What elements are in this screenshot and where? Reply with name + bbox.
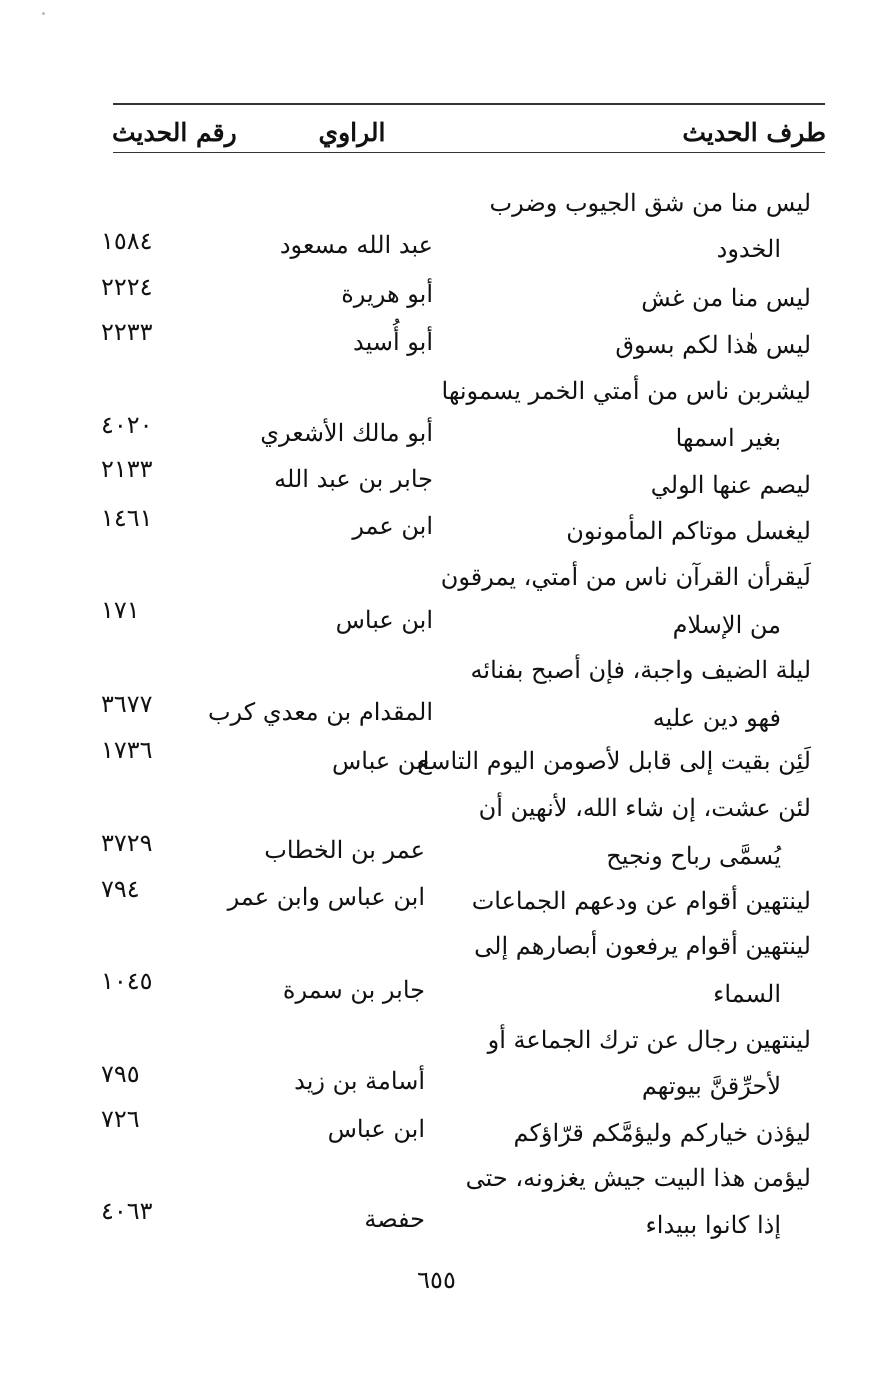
header-bottom-rule [113, 152, 825, 153]
hadith-text: لئن عشت، إن شاء الله، لأنهين أن [478, 794, 811, 822]
narrator: عبد الله مسعود [279, 231, 433, 259]
hadith-text: ليس منا من غش [641, 284, 811, 312]
hadith-text-cont: يُسمَّى رباح ونجيح [606, 842, 781, 870]
narrator: المقدام بن معدي كرب [207, 698, 433, 726]
narrator: أسامة بن زيد [294, 1067, 425, 1095]
hadith-text-cont: من الإسلام [672, 611, 781, 639]
narrator: ابن عباس وابن عمر [227, 883, 425, 911]
hadith-text: ليؤمن هذا البيت جيش يغزونه، حتى [465, 1164, 811, 1192]
hadith-text-cont: فهو دين عليه [652, 704, 781, 732]
hadith-number: ٧٢٦ [101, 1105, 140, 1133]
narrator: حفصة [364, 1205, 425, 1233]
narrator: ابن عباس [332, 747, 430, 775]
hadith-number: ٣٧٢٩ [101, 829, 153, 857]
narrator: جابر بن سمرة [282, 976, 425, 1004]
hadith-number: ٢١٣٣ [101, 455, 153, 483]
hadith-number: ٣٦٧٧ [101, 690, 153, 718]
page-number: ٦٥٥ [417, 1266, 456, 1294]
hadith-number: ٢٢٢٤ [101, 273, 153, 301]
hadith-number: ٧٩٤ [101, 875, 140, 903]
hadith-text: ليس منا من شق الجيوب وضرب [489, 189, 811, 217]
hadith-text: ليؤذن خياركم وليؤمَّكم قرّاؤكم [513, 1119, 811, 1147]
narrator: ابن عمر [352, 512, 433, 540]
hadith-number: ٢٢٣٣ [101, 318, 153, 346]
hadith-number: ١٧١ [101, 596, 140, 624]
hadith-text: ليس هٰذا لكم بسوق [615, 331, 811, 359]
hadith-text: ليصم عنها الولي [650, 471, 811, 499]
narrator: أبو أُسيد [353, 328, 433, 356]
narrator: أبو هريرة [341, 280, 433, 308]
hadith-text: لَيقرأن القرآن ناس من أمتي، يمرقون [440, 563, 811, 591]
hadith-number: ١٠٤٥ [101, 967, 153, 995]
hadith-number: ٤٠٦٣ [101, 1197, 153, 1225]
header-top-rule [113, 103, 825, 105]
hadith-number: ١٤٦١ [101, 504, 153, 532]
narrator: أبو مالك الأشعري [260, 419, 433, 447]
hadith-text: لينتهين أقوام عن ودعهم الجماعات [471, 887, 811, 915]
hadith-text: لينتهين رجال عن ترك الجماعة أو [487, 1026, 811, 1054]
hadith-text-cont: الخدود [716, 235, 781, 263]
hadith-text-cont: السماء [713, 980, 781, 1008]
scan-speck [42, 12, 45, 15]
hadith-text: لَئِن بقيت إلى قابل لأصومن اليوم التاسع [417, 747, 811, 775]
hadith-number: ٧٩٥ [101, 1060, 140, 1088]
header-hadith-text: طرف الحديث [682, 118, 826, 147]
narrator: جابر بن عبد الله [274, 465, 433, 493]
narrator: عمر بن الخطاب [264, 836, 425, 864]
hadith-text-cont: إذا كانوا ببيداء [645, 1211, 781, 1239]
hadith-number: ٤٠٢٠ [101, 411, 153, 439]
hadith-text: لينتهين أقوام يرفعون أبصارهم إلى [474, 932, 811, 960]
hadith-text-cont: بغير اسمها [675, 424, 781, 452]
hadith-text: ليلة الضيف واجبة، فإن أصبح بفنائه [470, 656, 811, 684]
narrator: ابن عباس [327, 1115, 425, 1143]
header-hadith-number: رقم الحديث [112, 118, 237, 147]
hadith-text: ليغسل موتاكم المأمونون [566, 517, 811, 545]
header-narrator: الراوي [318, 118, 386, 147]
hadith-number: ١٥٨٤ [101, 227, 153, 255]
hadith-text-cont: لأحرِّقنَّ بيوتهم [641, 1072, 781, 1100]
narrator: ابن عباس [335, 606, 433, 634]
hadith-text: ليشربن ناس من أمتي الخمر يسمونها [441, 377, 811, 405]
hadith-number: ١٧٣٦ [101, 736, 153, 764]
